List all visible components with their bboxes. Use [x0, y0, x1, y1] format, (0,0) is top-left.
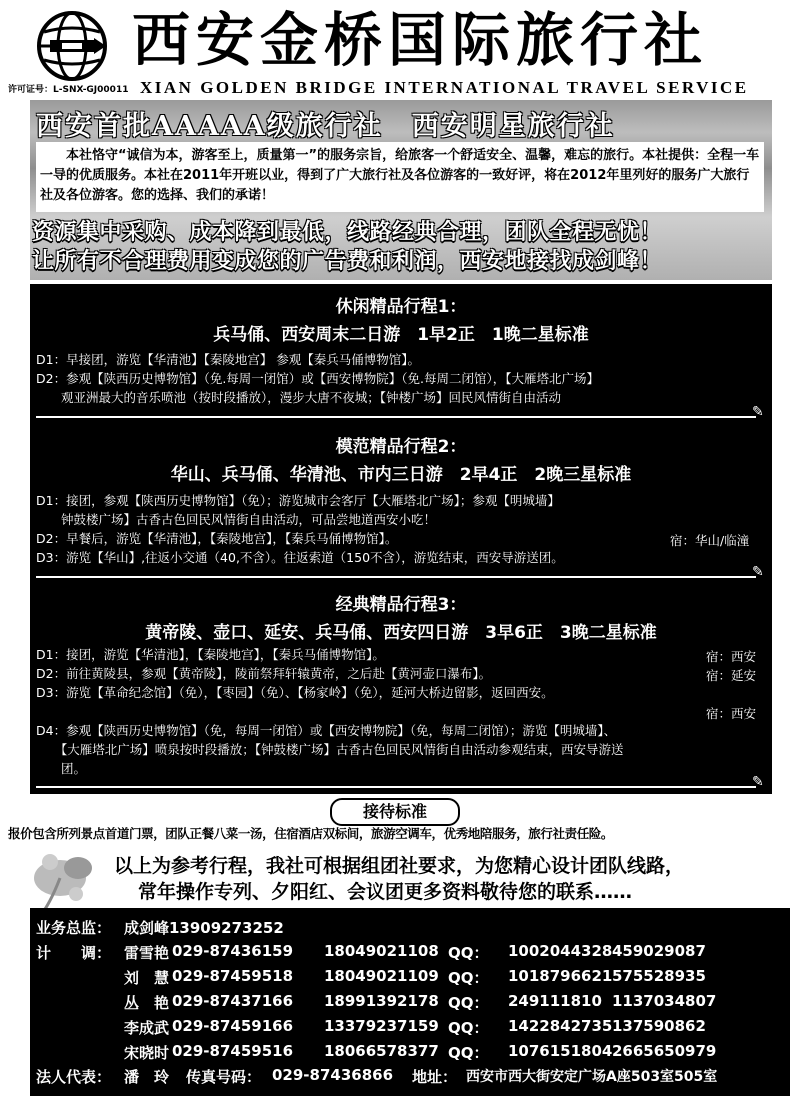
itinerary-3-day2: D2：前往黄陵县，参观【黄帝陵】，陵前祭拜轩辕黄帝，之后赴【黄河壶口瀑布】。 [36, 666, 492, 681]
itinerary-1-day2: D2：参观【陕西历史博物馆】（免.每周一闭馆）或【西安博物院】（免.每周二闭馆），【大雁塔北广场】 [36, 371, 600, 386]
dispatcher-mobile: 18049021109 [324, 967, 439, 985]
section-divider [36, 576, 756, 578]
qq-label: QQ： [448, 1044, 489, 1062]
license-number: 许可证号：L-SNX-GJ00011 [8, 85, 129, 95]
dispatcher-qq2: 2665650979 [612, 1042, 717, 1060]
dispatcher-tel: 029-87459516 [172, 1042, 294, 1060]
agency-title: 西安金桥国际旅行社 [132, 6, 709, 74]
itinerary-2-headline: 华山、兵马俑、华清池、市内三日游 2早4正 2晚三星标准 [170, 465, 632, 485]
dispatcher-qq2: 459029087 [612, 942, 706, 960]
dispatcher-tel: 029-87459518 [172, 967, 294, 985]
itinerary-1-day1: D1：早接团，游览【华清池】【秦陵地宫】 参观【秦兵马俑博物馆】。 [36, 352, 421, 367]
itinerary-3-day1-stay: 宿：西安 [706, 649, 757, 664]
itinerary-2-day2: D2：早餐后，游览【华清池】，【秦陵地宫】，【秦兵马俑博物馆】。 [36, 531, 398, 546]
manager-label: 业务总监： [36, 919, 112, 937]
itinerary-2-day3: D3：游览【华山】,往返小交通（40,不含）。往返索道（150不含），游览结束，西安导游送团。 [36, 550, 564, 565]
itinerary-3-headline: 黄帝陵、壶口、延安、兵马俑、西安四日游 3早6正 3晚二星标准 [145, 623, 657, 643]
intro-text: 本社恪守“诚信为本，游客至上，质量第一”的服务宗旨，给旅客一个舒适安全、温馨，难忘的旅行。本社提供：全程一车一导的优质服务。本社在2011年开班以业，得到了广大旅行社及各位游客的一致好评，将在2012年里列好的服务广大旅行社及各位游客。您的选择、我们的承诺！ [40, 148, 760, 203]
itinerary-3-day4: D4：参观【陕西历史博物馆】（免，每周一闭馆）或【西安博物院】（免，每周二闭馆）；游览【明城墙】、 [36, 723, 617, 738]
dispatcher-qq1: 1076151804 [508, 1042, 613, 1060]
itinerary-3-day2-stay: 宿：延安 [706, 668, 757, 683]
globe-bridge-logo-icon [36, 10, 108, 82]
address-label: 地址： [412, 1068, 458, 1086]
itinerary-2-day1-cont: 钟鼓楼广场】古香古色回民风情街自由活动，可品尝地道西安小吃！ [36, 512, 437, 527]
itinerary-3-day4-cont: 【大雁塔北广场】喷泉按时段播放；【钟鼓楼广场】古香古色回民风情街自由活动参观结束，西安导游送 [36, 742, 624, 757]
dispatcher-mobile: 18991392178 [324, 992, 439, 1010]
dispatcher-mobile: 18066578377 [324, 1042, 439, 1060]
dispatcher-qq1: 249111810 [508, 992, 602, 1010]
qq-label: QQ： [448, 1019, 489, 1037]
dispatcher-name: 刘 慧 [124, 969, 170, 987]
legal-rep-name: 潘 玲 [124, 1068, 170, 1086]
itinerary-3-day3: D3：游览【革命纪念馆】（免），【枣园】（免）、【杨家岭】（免），延河大桥边留影，返回西安。 [36, 685, 554, 700]
dispatcher-name: 李成武 [124, 1019, 170, 1037]
itinerary-3-day4-end: 团。 [36, 761, 87, 776]
itinerary-1-title: 休闲精品行程1： [335, 297, 467, 317]
reception-standard-text: 报价包含所列景点首道门票，团队正餐八菜一汤，住宿酒店双标间，旅游空调车，优秀地陪服务，旅行社责任险。 [8, 826, 614, 841]
dispatcher-tel: 029-87459166 [172, 1017, 294, 1035]
itinerary-1-day2-cont: 观亚洲最大的音乐喷池（按时段播放），漫步大唐不夜城；【钟楼广场】回民风情街自由活动 [36, 390, 562, 405]
itinerary-3-day1: D1：接团，游览【华清池】，【秦陵地宫】，【秦兵马俑博物馆】。 [36, 647, 385, 662]
dispatcher-mobile: 13379237159 [324, 1017, 439, 1035]
address-text: 西安市西大街安定广场A座503室505室 [466, 1069, 718, 1085]
rating-slogan: 西安首批AAAAA级旅行社 西安明星旅行社 [36, 111, 615, 142]
dispatcher-qq1: 1018796621 [508, 967, 613, 985]
fax-number: 029-87436866 [272, 1066, 394, 1084]
dispatcher-mobile: 18049021108 [324, 942, 439, 960]
itinerary-2-day2-stay: 宿：华山/临潼 [670, 533, 750, 548]
dispatcher-qq2: 1137034807 [612, 992, 717, 1010]
dispatcher-name: 丛 艳 [124, 994, 170, 1012]
pen-icon: ✎ [752, 404, 764, 420]
qq-label: QQ： [448, 944, 489, 962]
dispatcher-tel: 029-87436159 [172, 942, 294, 960]
flower-decoration-icon [20, 834, 110, 918]
qq-label: QQ： [448, 969, 489, 987]
dispatcher-name: 宋晓时 [124, 1044, 170, 1062]
promo-slogan-line1: 资源集中采购、成本降到最低，线路经典合理，团队全程无忧！ [32, 220, 663, 245]
legal-rep-label: 法人代表： [36, 1068, 112, 1086]
dispatcher-qq1: 1422842735 [508, 1017, 613, 1035]
reference-note-line1: 以上为参考行程，我社可根据组团社要求，为您精心设计团队线路， [114, 855, 685, 877]
reference-note-line2: 常年操作专列、夕阳红、会议团更多资料敬待您的联系…… [138, 881, 633, 903]
itinerary-2-title: 模范精品行程2： [335, 437, 467, 457]
itinerary-2-day1: D1：接团，参观【陕西历史博物馆】（免）；游览城市会客厅【大雁塔北广场】；参观【明城墙】 [36, 493, 560, 508]
fax-label: 传真号码： [186, 1068, 262, 1086]
promo-slogan-line2: 让所有不合理费用变成您的广告费和利润，西安地接找成剑峰！ [32, 249, 663, 274]
qq-label: QQ： [448, 994, 489, 1012]
dispatcher-qq2: 137590862 [612, 1017, 706, 1035]
promo-slogan [32, 218, 772, 276]
itinerary-1-headline: 兵马俑、西安周末二日游 1早2正 1晚二星标准 [213, 325, 589, 345]
dispatcher-tel: 029-87437166 [172, 992, 294, 1010]
dispatcher-name: 雷雪艳 [124, 944, 170, 962]
dispatch-label: 计 调： [36, 944, 112, 962]
itinerary-3-day3-stay: 宿：西安 [706, 706, 757, 721]
dispatcher-qq2: 575528935 [612, 967, 706, 985]
section-divider [36, 786, 756, 788]
itinerary-3-title: 经典精品行程3： [335, 595, 467, 615]
agency-english-name: XIAN GOLDEN BRIDGE INTERNATIONAL TRAVEL SERVICE [140, 78, 749, 97]
pen-icon: ✎ [752, 564, 764, 580]
reception-standard-title: 接待标准 [330, 798, 460, 826]
manager-contact: 成剑峰13909273252 [124, 919, 284, 937]
dispatcher-qq1: 1002044328 [508, 942, 613, 960]
pen-icon: ✎ [752, 774, 764, 790]
section-divider [36, 416, 756, 418]
